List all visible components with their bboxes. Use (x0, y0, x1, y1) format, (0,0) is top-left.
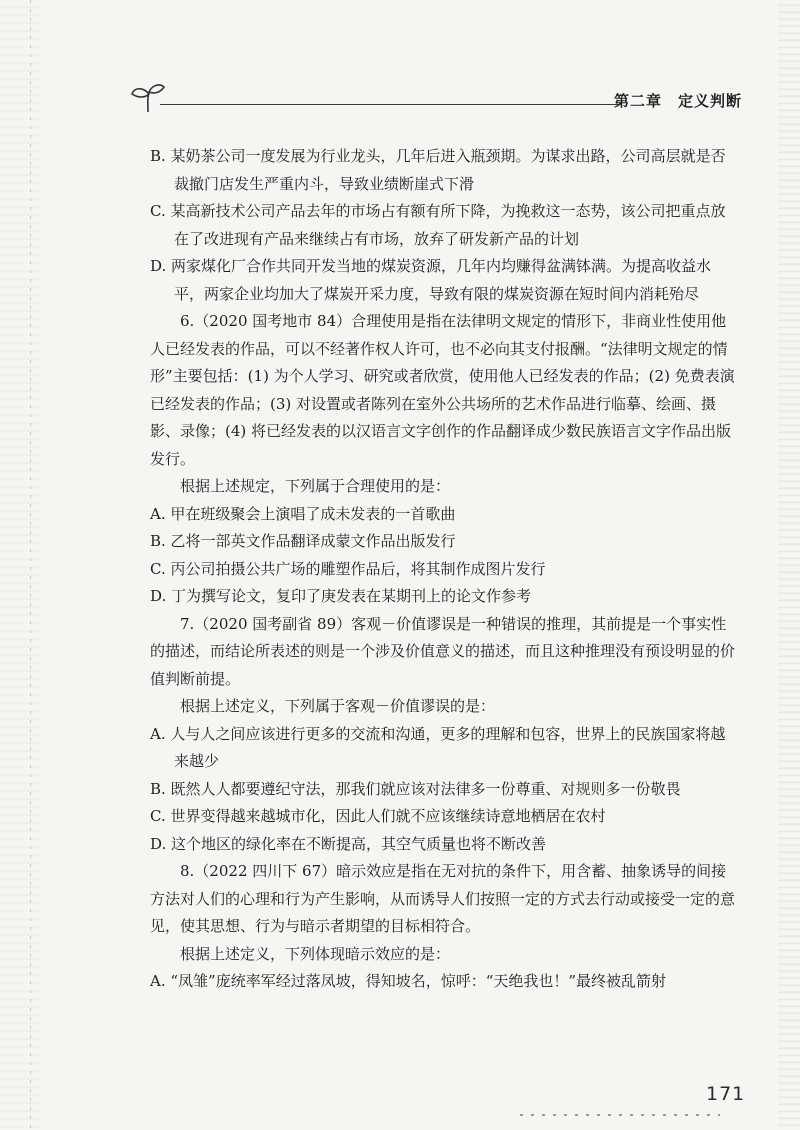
question-paragraph: 根据上述规定，下列属于合理使用的是： (180, 477, 451, 495)
chapter-title (614, 90, 742, 111)
answer-option: B. 乙将一部英文作品翻译成蒙文作品出版发行 (150, 532, 456, 550)
answer-option: D. 两家煤化厂合作共同开发当地的煤炭资源，几年内均赚得盆满钵满。为提高收益水平，两家企业均加大了煤炭开采力度，导致有限的煤炭资源在短时间内消耗殆尽 (150, 257, 712, 303)
answer-option: A. “凤雏”庞统率军经过落凤坡，得知坡名，惊呼：“天绝我也！”最终被乱箭射 (150, 972, 667, 990)
footer-dots (520, 1114, 720, 1116)
page-body (150, 143, 738, 996)
sprout-icon (130, 82, 168, 116)
answer-option: B. 某奶茶公司一度发展为行业龙头，几年后进入瓶颈期。为谋求出路，公司高层就是否裁撤门店发生严重内斗，导致业绩断崖式下滑 (150, 147, 726, 193)
question-paragraph: 6.（2020 国考地市 84）合理使用是指在法律明文规定的情形下，非商业性使用他人已经发表的作品，可以不经著作权人许可，也不必向其支付报酬。“法律明文规定的情形”主要包括：(1) 为个人学习、研究或者欣赏，使用他人已经发表的作品；(2) 免费表演已经发表的作品；(3) 对设置或者陈列在室外公共场所的艺术作品进行临摹、绘画、摄影、录像；(4) 将已经发表的以汉语言文字创作的作品翻译成少数民族语言文字作品出版发行。 (150, 312, 735, 468)
answer-option: C. 世界变得越来越城市化，因此人们就不应该继续诗意地栖居在农村 (150, 807, 606, 825)
page-edge (778, 0, 800, 1130)
section-title: 定义判断 (677, 92, 742, 110)
chapter-number: 第二章 (613, 92, 662, 110)
running-header (130, 82, 742, 118)
header-rule (160, 104, 620, 105)
binding-edge (0, 0, 40, 1130)
question-paragraph: 根据上述定义，下列属于客观－价值谬误的是： (180, 697, 496, 715)
answer-option: D. 这个地区的绿化率在不断提高，其空气质量也将不断改善 (150, 834, 547, 853)
answer-option: A. 人与人之间应该进行更多的交流和沟通，更多的理解和包容，世界上的民族国家将越来越少 (150, 724, 726, 770)
answer-option: D. 丁为撰写论文，复印了庚发表在某期刊上的论文作参考 (150, 587, 532, 605)
question-paragraph: 7.（2020 国考副省 89）客观－价值谬误是一种错误的推理，其前提是一个事实性的描述，而结论所表述的则是一个涉及价值意义的描述，而且这种推理没有预设明显的价值判断前提。 (150, 614, 736, 688)
page-number: 171 (706, 1083, 746, 1105)
question-paragraph: 根据上述定义，下列体现暗示效应的是： (180, 944, 451, 963)
answer-option: B. 既然人人都要遵纪守法，那我们就应该对法律多一份尊重、对规则多一份敬畏 (150, 779, 681, 798)
answer-option: A. 甲在班级聚会上演唱了成未发表的一首歌曲 (150, 504, 456, 523)
answer-option: C. 丙公司拍摄公共广场的雕塑作品后，将其制作成图片发行 (150, 559, 546, 578)
question-paragraph: 8.（2022 四川下 67）暗示效应是指在无对抗的条件下，用含蓄、抽象诱导的间接方法对人们的心理和行为产生影响，从而诱导人们按照一定的方式去行动或接受一定的意见，使其思想、行为与暗示者期望的目标相符合。 (150, 862, 736, 935)
answer-option: C. 某高新技术公司产品去年的市场占有额有所下降，为挽救这一态势，该公司把重点放在了改进现有产品来继续占有市场，放弃了研发新产品的计划 (150, 202, 726, 248)
